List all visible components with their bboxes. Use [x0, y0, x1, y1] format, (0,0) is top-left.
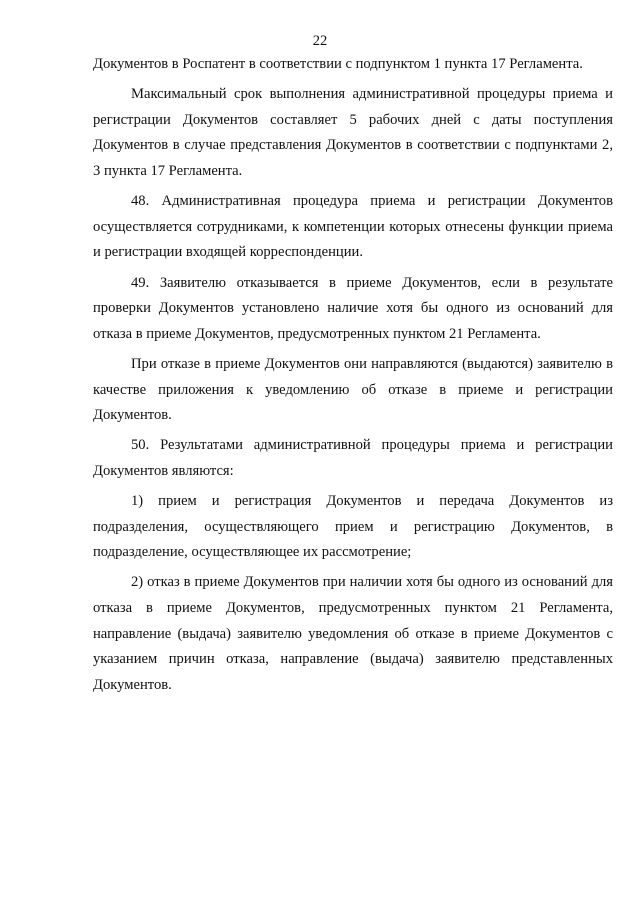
paragraph-50: 50. Результатами административной процедуры приема и регистрации Документов являются: — [93, 437, 613, 479]
page-number: 22 — [312, 33, 328, 49]
paragraph-max-term: Максимальный срок выполнения административной процедуры приема и регистрации Документов составляет 5 рабочих дней с даты поступления Документов в случае представления Документов в соответствии с подпунктами 2, 3 пункта 17 Регламента. — [93, 86, 613, 179]
list-item-2: 2) отказ в приеме Документов при наличии хотя бы одного из оснований для отказа в приеме Документов, предусмотренных пунктом 21 Регламента, направление (выдача) заявителю уведомления об отказе в приеме Документов с указанием причин отказа, направление (выдача) заявителю представленных Документов. — [93, 574, 613, 693]
paragraph-48: 48. Административная процедура приема и регистрации Документов осуществляется сотрудниками, к компетенции которых отнесены функции приема и регистрации входящей корреспонденции. — [93, 193, 613, 261]
list-item-1: 1) прием и регистрация Документов и передача Документов из подразделения, осуществляющего прием и регистрацию Документов, в подразделение, осуществляющее их рассмотрение; — [93, 493, 613, 561]
paragraph-continuation: Документов в Роспатент в соответствии с подпунктом 1 пункта 17 Регламента. — [93, 56, 583, 72]
document-body — [93, 52, 613, 703]
paragraph-49: 49. Заявителю отказывается в приеме Документов, если в результате проверки Документов установлено наличие хотя бы одного из оснований для отказа в приеме Документов, предусмотренных пунктом 21 Регламента. — [93, 274, 613, 342]
paragraph-refusal-return: При отказе в приеме Документов они направляются (выдаются) заявителю в качестве приложения к уведомлению об отказе в приеме и регистрации Документов. — [93, 355, 613, 424]
